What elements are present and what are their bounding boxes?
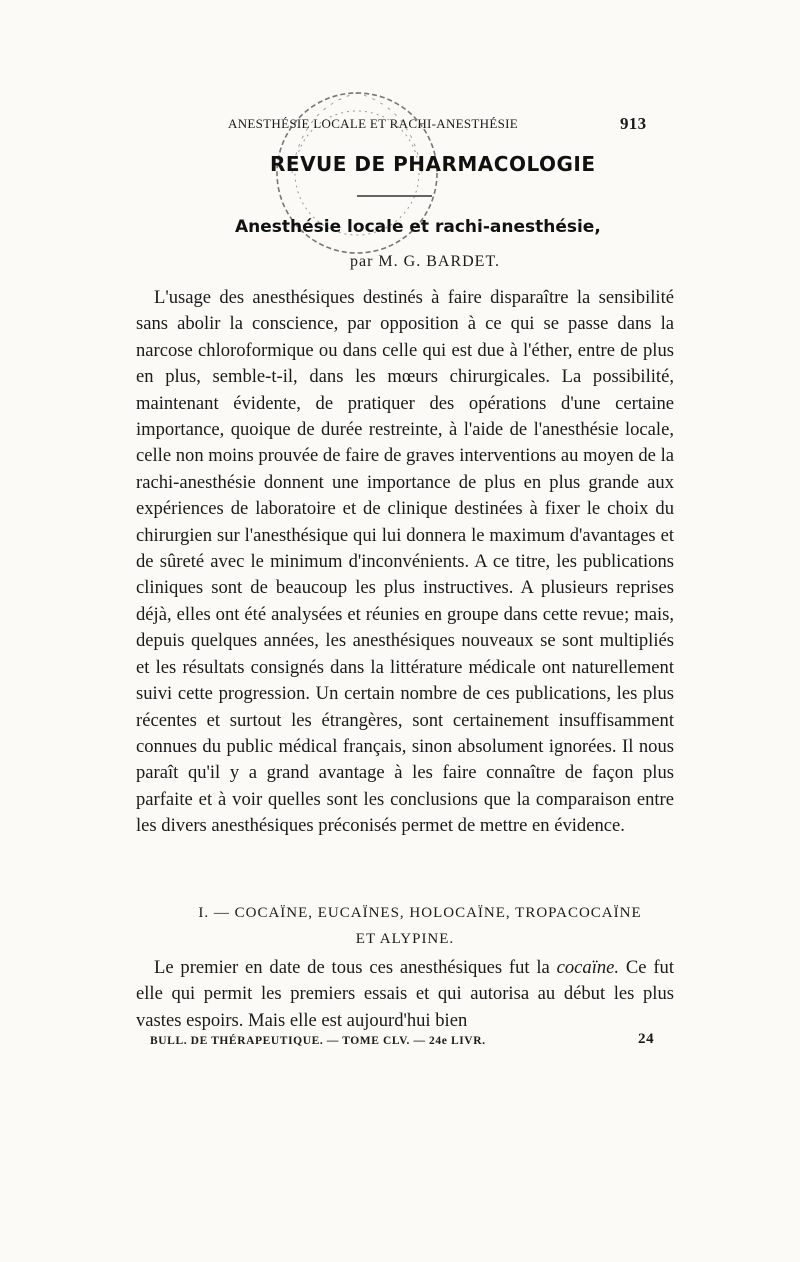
section-heading-line1: I. — COCAÏNE, EUCAÏNES, HOLOCAÏNE, TROPACOCAÏNE [198,905,642,921]
signature-number: 24 [638,1031,655,1047]
body-paragraph: L'usage des anesthésiques destinés à faire disparaître la sensibilité sans abolir la conscience, par opposition à ce qui se passe dans la narcose chloroformique ou dans celle qui est due à l'éther, entre de plus en plus, semble-t-il, dans les mœurs chirurgicales. La possibilité, maintenant évidente, de pratiquer des opérations d'une certaine importance, quoique de durée restreinte, à l'aide de l'anesthésie locale, celle non moins prouvée de faire de graves interventions au moyen de la rachi-anesthésie donnent une importance de plus en plus grande aux expériences de laboratoire et de clinique destinées à fixer le choix du chirurgien sur l'anesthésique qui lui donnera le maximum d'avantages et de sûreté avec le minimum d'inconvénients. A ce titre, les publications cliniques sont de beaucoup les plus instructives. A plusieurs reprises déjà, elles ont été analysées et réunies en groupe dans cette revue; mais, depuis quelques années, les anesthésiques nouveaux se sont multipliés et les résultats consignés dans la littérature médicale ont naturellement suivi cette progression. Un certain nombre de ces publications, les plus récentes et surtout les étrangères, sont certainement insuffisamment connues du public médical français, sinon absolument ignorées. Il nous paraît qu'il y a grand avantage à les faire connaître de façon plus parfaite et à voir quelles sont les conclusions que la comparaison entre les divers anesthésiques préconisés permet de mettre en évidence. [136,287,674,837]
footer [150,1031,670,1047]
paragraph2-end: Ce fut elle qui permit les premiers essais et qui autorisa au début les plus vastes espoirs. Mais elle est aujourd'hui bien [136,957,674,1031]
article-title: Anesthésie locale et rachi-anesthésie, [235,217,601,237]
body-paragraph-2 [136,955,674,1034]
page-number: 913 [620,114,647,133]
running-head-title: ANESTHÉSIE LOCALE ET RACHI-ANESTHÉSIE [228,116,518,131]
paragraph2-italic: cocaïne. [556,957,620,978]
author-line: par M. G. BARDET. [350,253,501,270]
section-heading-line2: ET ALYPINE. [355,931,455,947]
journal-name: REVUE DE PHARMACOLOGIE [270,152,596,176]
paragraph2-start: Le premier en date de tous ces anesthésiques fut la [154,957,557,978]
section-heading [136,900,674,952]
footer-text: BULL. DE THÉRAPEUTIQUE. — TOME CLV. — 24e LIVR. [150,1035,486,1047]
